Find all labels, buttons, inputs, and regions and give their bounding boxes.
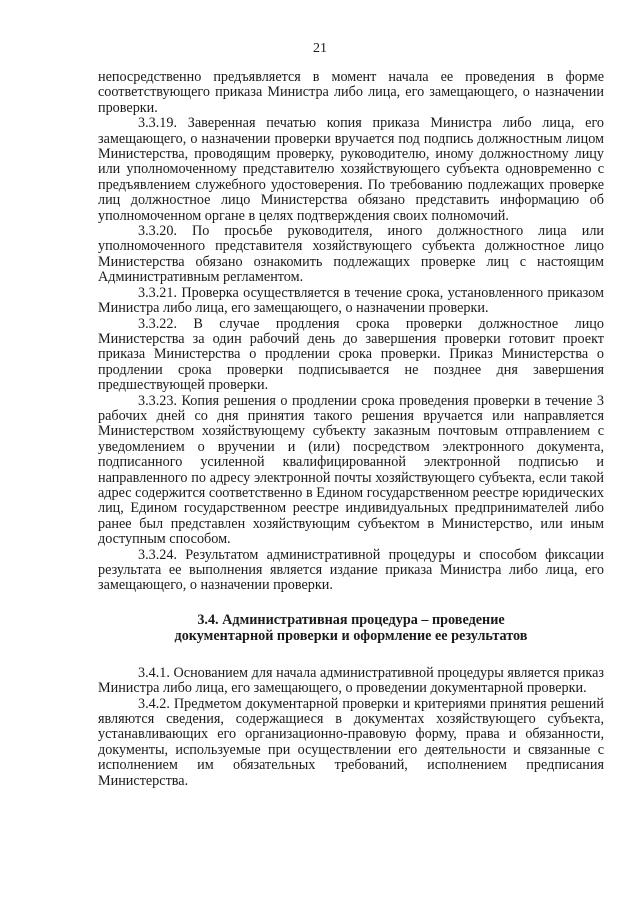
paragraph-3-3-23: 3.3.23. Копия решения о продлении срока проведения проверки в течение 3 рабочих дней со дня принятия такого решения вручается или направляется Министерством хозяйствующему субъекту заказным почтовым отправлением с уведомлением о вручении и (или) посредством электронного документа, подписанного усиленной квалифицированной электронной подписью и направленного по адресу электронной почты хозяйствующего субъекта, если такой адрес содержится соответственно в Едином государственном реестре юридических лиц, Едином государственном реестре индивидуальных предпринимателей либо ранее был представлен хозяйствующим субъектом в Министерство, или иным доступным способом.	[98, 392, 604, 548]
page-number: 21	[313, 41, 327, 56]
section-heading-3-4	[98, 612, 604, 644]
paragraph-3-3-20: 3.3.20. По просьбе руководителя, иного должностного лица или уполномоченного представителя хозяйствующего субъекта должностное лицо Министерства обязано ознакомить подлежащих проверке лиц с настоящим Административным регламентом.	[98, 223, 604, 286]
section-heading-line-1: 3.4. Административная процедура – проведение	[197, 611, 505, 628]
section-heading-line-2: документарной проверки и оформление ее результатов	[174, 627, 528, 644]
paragraph-3-3-22: 3.3.22. В случае продления срока проверки должностное лицо Министерства за один рабочий день до завершения проверки готовит проект приказа Министерства о продлении срока проверки. Приказ Министерства о продлении срока проверки подписывается не позднее дня завершения предшествующей проверки.	[98, 315, 604, 394]
document-body	[98, 70, 604, 789]
paragraph-3-3-19: 3.3.19. Заверенная печатью копия приказа Министра либо лица, его замещающего, о назначении проверки вручается под подпись должностным лицом Министерства, проводящим проверку, руководителю, иному должностному лицу или уполномоченному представителю хозяйствующего субъекта одновременно с предъявлением служебного удостоверения. По требованию подлежащих проверке лиц должностное лицо Министерства обязано представить информацию об уполномоченном органе в целях подтверждения своих полномочий.	[98, 115, 604, 224]
paragraph-3-4-1: 3.4.1. Основанием для начала административной процедуры является приказ Министра либо лица, его замещающего, о проведении документарной проверки.	[98, 664, 604, 697]
paragraph-3-3-21: 3.3.21. Проверка осуществляется в течение срока, установленного приказом Министра либо лица, его замещающего, о назначении проверки.	[98, 284, 604, 317]
paragraph-3-3-24: 3.3.24. Результатом административной процедуры и способом фиксации результата ее выполнения является издание приказа Министра либо лица, его замещающего, о назначении проверки.	[98, 546, 604, 594]
paragraph-3-4-2: 3.4.2. Предметом документарной проверки и критериями принятия решений являются сведения, содержащиеся в документах хозяйствующего субъекта, устанавливающих его организационно-правовую форму, права и обязанности, документы, используемые при осуществлении его деятельности и связанные с исполнением им обязательных требований, исполнением предписания Министерства.	[98, 695, 604, 789]
paragraph-continuation: непосредственно предъявляется в момент начала ее проведения в форме соответствующего приказа Министра либо лица, его замещающего, о назначении проверки.	[98, 69, 604, 116]
